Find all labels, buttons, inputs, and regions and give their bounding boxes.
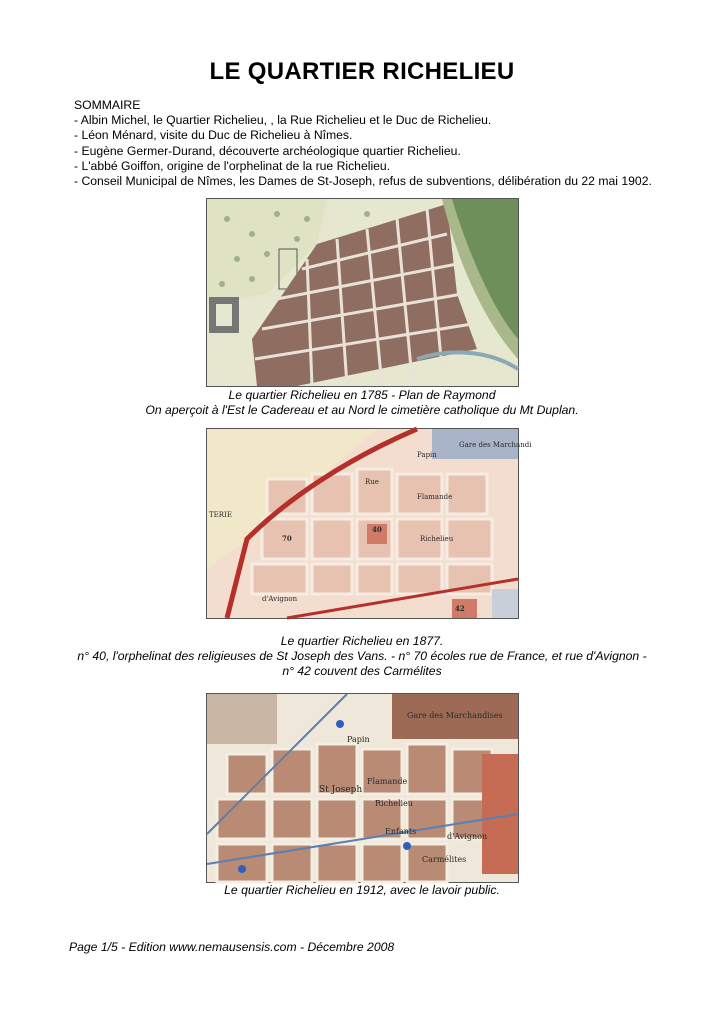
map-label: 40 xyxy=(372,525,382,534)
figure-caption xyxy=(40,388,684,418)
map-label: St Joseph xyxy=(319,785,363,795)
map-label: Rue xyxy=(365,478,379,486)
sommaire-item: - Conseil Municipal de Nîmes, les Dames de St-Joseph, refus de subventions, délibération du 22 mai 1902. xyxy=(74,174,652,189)
map-label: TERIE xyxy=(209,511,232,519)
map-1785 xyxy=(206,198,519,387)
caption-line: n° 40, l'orphelinat des religieuses de St Joseph des Vans. - n° 70 écoles rue de France, et rue d'Avignon - xyxy=(77,649,647,664)
map-1877 xyxy=(206,428,532,619)
page-footer: Page 1/5 - Edition www.nemausensis.com - Décembre 2008 xyxy=(69,940,395,954)
caption-line: Le quartier Richelieu en 1785 - Plan de Raymond xyxy=(228,388,496,402)
map-label: Gare des Marchandises xyxy=(407,711,503,720)
figure-caption xyxy=(40,634,684,680)
sommaire-item: - Albin Michel, le Quartier Richelieu, , la Rue Richelieu et le Duc de Richelieu. xyxy=(74,113,492,128)
sommaire-item: - Léon Ménard, visite du Duc de Richelieu à Nîmes. xyxy=(74,128,353,143)
caption-line: Le quartier Richelieu en 1877. xyxy=(280,634,444,648)
page-title: LE QUARTIER RICHELIEU xyxy=(209,58,515,85)
sommaire-item: - L'abbé Goiffon, origine de l'orphelinat de la rue Richelieu. xyxy=(74,158,391,173)
map-label: Richelieu xyxy=(375,799,413,808)
map-label: Flamande xyxy=(367,777,408,786)
map-label: d'Avignon xyxy=(447,832,488,841)
map-1912 xyxy=(206,693,519,883)
map-label: Gare des Marchandi xyxy=(459,441,532,449)
caption-line: Le quartier Richelieu en 1912, avec le lavoir public. xyxy=(224,883,500,897)
map-label: 42 xyxy=(455,604,465,613)
map-label: Enfants xyxy=(385,827,417,836)
caption-line: n° 42 couvent des Carmélites xyxy=(282,664,442,679)
caption-line: On aperçoit à l'Est le Cadereau et au Nord le cimetière catholique du Mt Duplan. xyxy=(145,403,579,418)
map-label: d'Avignon xyxy=(262,595,298,603)
map-label: Papin xyxy=(417,451,437,459)
map-label: Flamande xyxy=(417,493,453,501)
map-label: Carmélites xyxy=(422,855,467,864)
map-label: Papin xyxy=(347,735,370,744)
sommaire xyxy=(74,98,694,189)
map-label: 70 xyxy=(282,534,292,543)
sommaire-item: - Eugène Germer-Durand, découverte archéologique quartier Richelieu. xyxy=(74,143,461,158)
sommaire-heading: SOMMAIRE xyxy=(74,98,141,112)
figure-caption xyxy=(40,883,684,898)
map-label: Richelieu xyxy=(420,535,454,543)
